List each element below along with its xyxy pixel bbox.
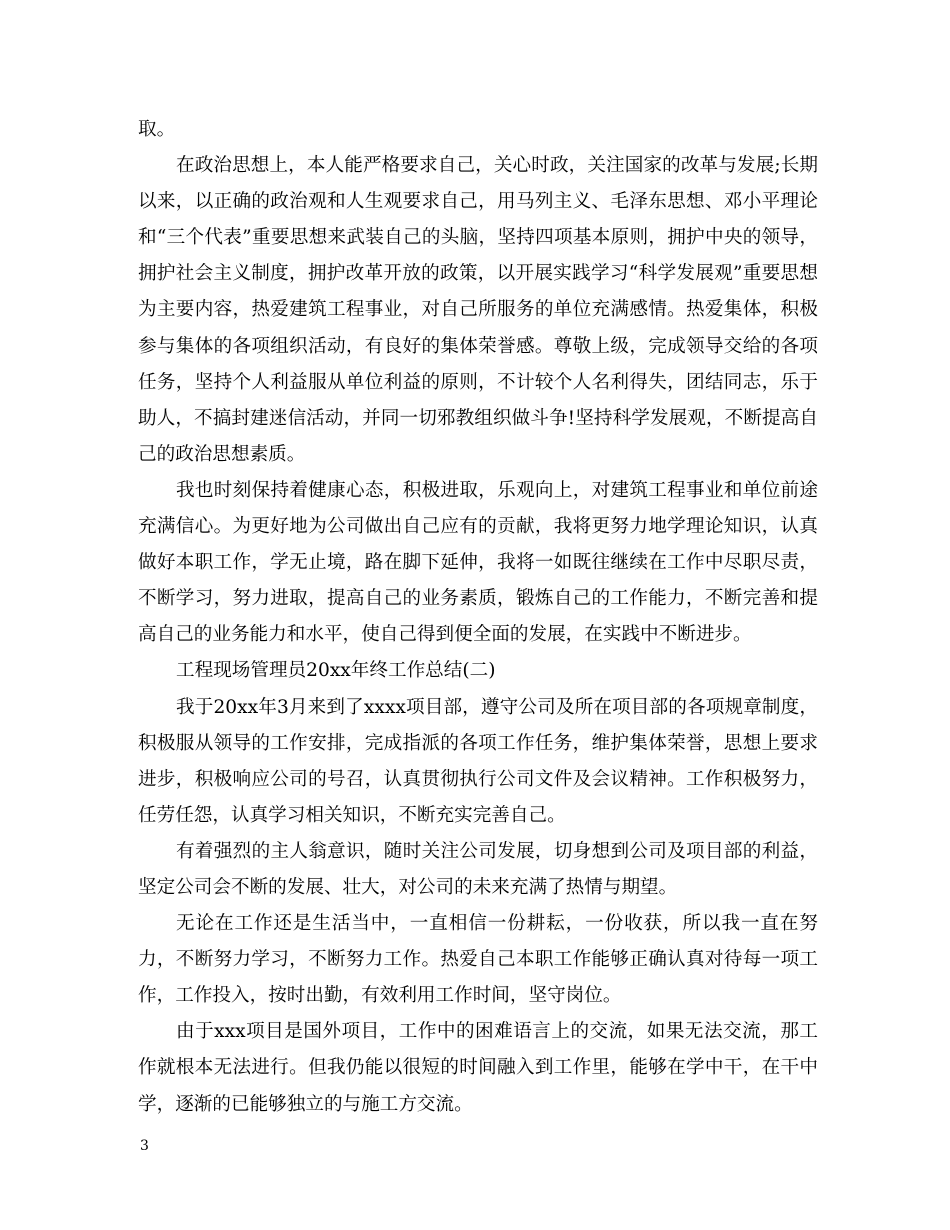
paragraph-political-thought: 在政治思想上，本人能严格要求自己，关心时政，关注国家的改革与发展;长期以来，以正确的政治观和人生观要求自己，用马列主义、毛泽东思想、邓小平理论和“三个代表”重要思想来武装自己的头脑，坚持四项基本原则，拥护中央的领导，拥护社会主义制度，拥护改革开放的政策，以开展实践学习“科学发展观”重要思想为主要内容，热爱建筑工程事业，对自己所服务的单位充满感情。热爱集体，积极参与集体的各项组织活动，有良好的集体荣誉感。尊敬上级，完成领导交给的各项任务，坚持个人利益服从单位利益的原则，不计较个人名利得失，团结同志，乐于助人，不搞封建迷信活动，并同一切邪教组织做斗争!坚持科学发展观，不断提高自己的政治思想素质。 xyxy=(138,155,818,465)
page-number: 3 xyxy=(140,1138,149,1154)
paragraph-language: 由于xxx项目是国外项目，工作中的困难语言上的交流，如果无法交流，那工作就根本无法进行。但我仍能以很短的时间融入到工作里，能够在学中干，在干中学，逐渐的已能够独立的与施工方交流。 xyxy=(138,1021,818,1115)
paragraph-attitude: 我也时刻保持着健康心态，积极进取，乐观向上，对建筑工程事业和单位前途充满信心。为更好地为公司做出自己应有的贡献，我将更努力地学理论知识，认真做好本职工作，学无止境，路在脚下延伸，我将一如既往继续在工作中尽职尽责，不断学习，努力进取，提高自己的业务素质，锻炼自己的工作能力，不断完善和提高自己的业务能力和水平，使自己得到便全面的发展，在实践中不断进步。 xyxy=(138,479,818,646)
paragraph-continuation: 取。 xyxy=(138,119,176,140)
section-heading: 工程现场管理员20xx年终工作总结(二) xyxy=(176,660,496,682)
paragraph-project-arrival: 我于20xx年3月来到了xxxx项目部，遵守公司及所在项目部的各项规章制度，积极服从领导的工作安排，完成指派的各项工作任务，维护集体荣誉，思想上要求进步，积极响应公司的号召，认真贯彻执行公司文件及会议精神。工作积极努力，任劳任怨，认真学习相关知识，不断充实完善自己。 xyxy=(138,696,818,826)
document-body xyxy=(138,112,818,1123)
paragraph-diligence: 无论在工作还是生活当中，一直相信一份耕耘，一份收获，所以我一直在努力，不断努力学习，不断努力工作。热爱自己本职工作能够正确认真对待每一项工作，工作投入，按时出勤，有效利用工作时间，坚守岗位。 xyxy=(138,913,818,1007)
paragraph-ownership: 有着强烈的主人翁意识，随时关注公司发展，切身想到公司及项目部的利益，坚定公司会不断的发展、壮大，对公司的未来充满了热情与期望。 xyxy=(138,840,818,898)
